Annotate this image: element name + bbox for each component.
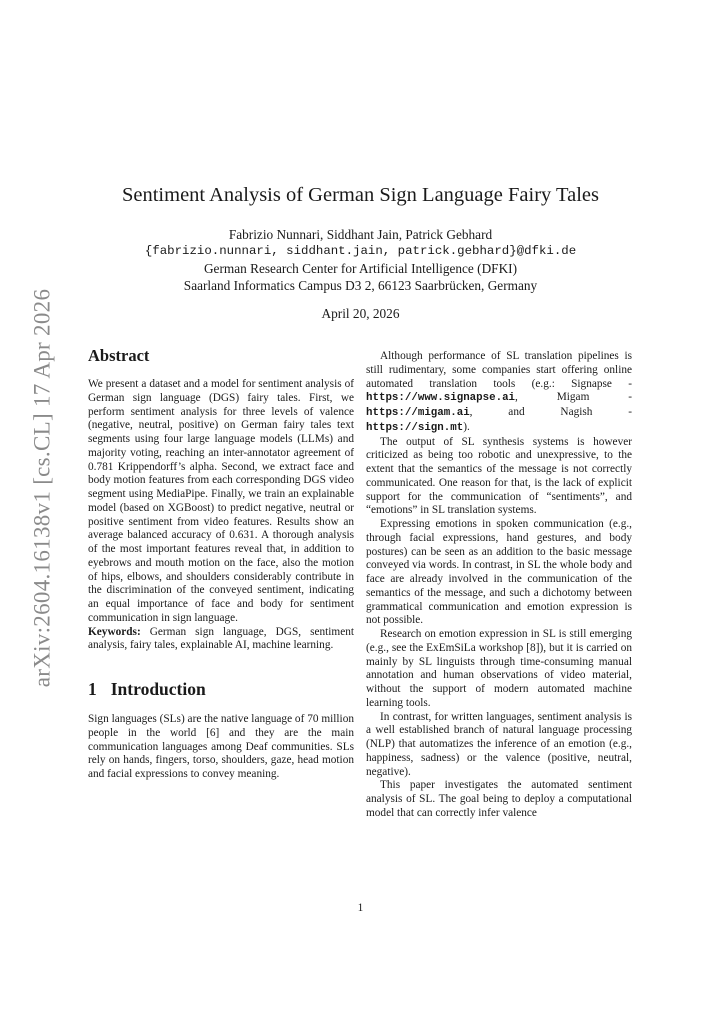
paper-date: April 20, 2026 (321, 306, 400, 321)
address: Saarland Informatics Campus D3 2, 66123 Saarbrücken, Germany (183, 278, 538, 293)
translation-tools-paragraph (366, 350, 632, 436)
paragraph-text: ). (463, 420, 470, 433)
url-link[interactable]: https://www.signapse.ai (366, 392, 516, 405)
paper-title: Sentiment Analysis of German Sign Language Fairy Tales (121, 184, 599, 206)
author-list: Fabrizio Nunnari, Siddhant Jain, Patrick Gebhard (228, 227, 493, 242)
body-paragraph: Research on emotion expression in SL is still emerging (e.g., see the ExEmSiLa workshop [8]), but it is carried on mainly by SL linguists through time-consuming manual annotation and human observations of video material, without the support of modern automated machine learning tools. (366, 628, 632, 709)
left-column (88, 346, 354, 782)
arxiv-identifier (22, 288, 62, 688)
arxiv-identifier-text: arXiv:2604.16138v1 [cs.CL] 17 Apr 2026 (29, 288, 54, 688)
right-column (366, 350, 632, 821)
body-paragraph: Expressing emotions in spoken communication (e.g., through facial expressions, hand gestures, and body postures) can be seen as an addition to the basic message conveyed via words. In contrast, in SL the whole body and face are already involved in the communication of the semantics of the message, and such a dichotomy between grammatical communication and emotion expression is not possible. (366, 518, 632, 627)
url-link[interactable]: https://migam.ai (366, 407, 470, 419)
section-number: 1 (88, 679, 97, 699)
paragraph-text: Although performance of SL translation pipelines is still rudimentary, some companies start offering online automated translation tools (e.g.: Signapse - (366, 350, 632, 390)
paragraph-text: , Migam - (515, 391, 632, 404)
introduction-paragraph: Sign languages (SLs) are the native language of 70 million people in the world [6] and they are the main communication languages among Deaf communities. SLs rely on hands, fingers, torso, shoulders, gaze, head motion and facial expressions to convey meaning. (88, 713, 354, 780)
body-paragraph: In contrast, for written languages, sentiment analysis is a well established branch of natural language processing (NLP) that automatizes the inference of an emotion (e.g., happiness, sadness) or the valence (positive, neutral, negative). (366, 710, 632, 778)
section-title: Introduction (110, 679, 206, 699)
author-emails: {fabrizio.nunnari, siddhant.jain, patrick.gebhard}@dfki.de (144, 244, 577, 258)
abstract-heading: Abstract (88, 346, 150, 365)
introduction-heading (88, 679, 354, 699)
paragraph-text: , and Nagish - (469, 406, 632, 418)
keywords-label: Keywords: (88, 625, 141, 638)
body-paragraph: This paper investigates the automated sentiment analysis of SL. The goal being to deploy a computational model that can correctly infer valence (366, 779, 632, 819)
affiliation: German Research Center for Artificial Intelligence (DFKI) (203, 261, 518, 276)
page-number: 1 (357, 902, 364, 914)
keywords (88, 626, 354, 654)
abstract-text: We present a dataset and a model for sentiment analysis of German sign language (DGS) fairy tales. First, we perform sentiment analysis for three levels of valence (negative, neutral, positive) on German fairy tales text segments using four large language models (LLMs) and majority voting, reaching an inter-annotator agreement of 0.781 Krippendorff’s alpha. Second, we extract face and body motion features from each corresponding DGS video segment using MediaPipe. Finally, we train an explainable model (based on XGBoost) to predict negative, neutral or positive sentiment from video features. Results show an average balanced accuracy of 0.631. A thorough analysis of the most important features reveal that, in addition to eyebrows and mouth motion on the face, also the motion of hips, elbows, and shoulders considerably contribute in the discrimination of the conveyed sentiment, indicating an equal importance of face and body for sentiment communication in sign language. (88, 378, 354, 624)
keywords-text: German sign language, DGS, sentiment analysis, fairy tales, explainable AI, machine learning. (88, 625, 354, 652)
body-paragraph: The output of SL synthesis systems is however criticized as being too robotic and unexpressive, to the extent that the semantics of the message is not correctly communicated. One reason for that, is the lack of explicit support for the communication of “sentiments”, and “emotions” in SL translation systems. (366, 435, 632, 517)
url-link[interactable]: https://sign.mt (366, 421, 464, 434)
